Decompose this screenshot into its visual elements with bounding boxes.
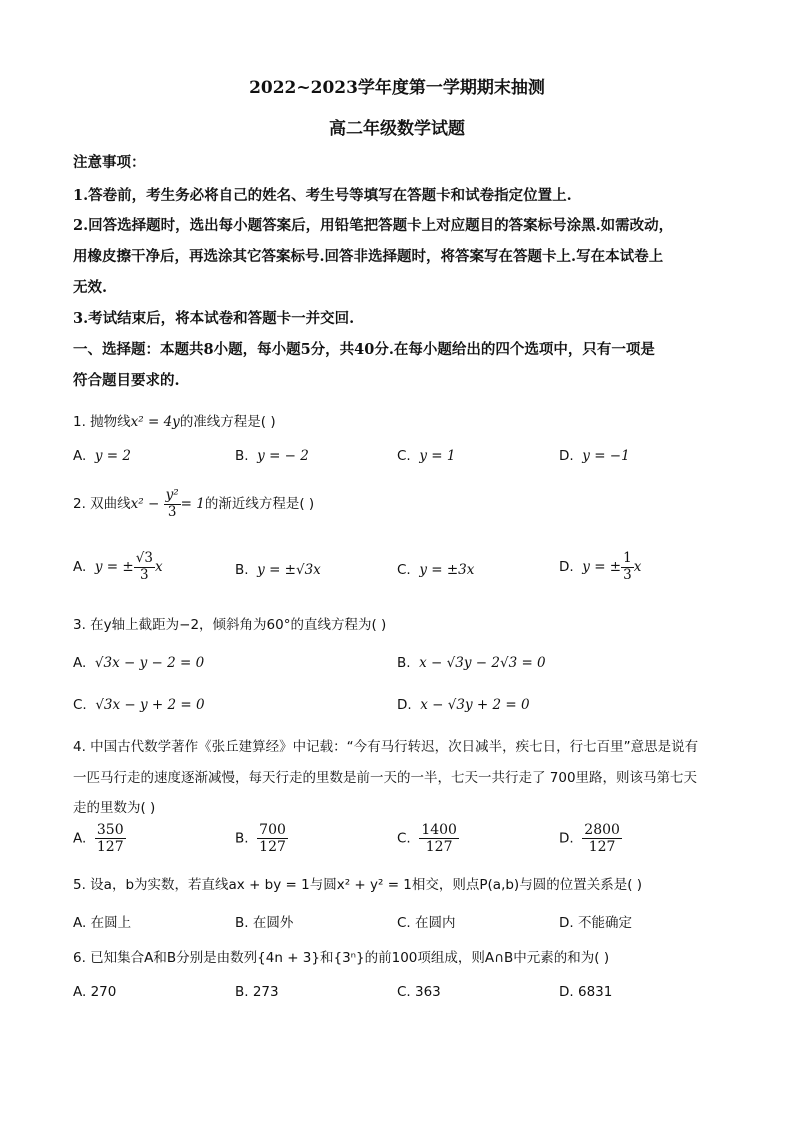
q2-fraction: $\frac{\text{y²}}{3}$ — [165, 487, 179, 520]
exam-subtitle: 高二年级数学试题 — [329, 119, 465, 139]
q2-option-c: C. y = ±3x — [397, 562, 475, 578]
q5-option-d: D. 不能确定 — [559, 915, 632, 931]
question-6: 6. 已知集合A和B分别是由数列{4n + 3}和{3ⁿ}的前100项组成，则A∩B中元素的和为( ) — [73, 950, 610, 966]
question-4-line-2: 一匹马行走的速度逐渐减慢，每天行走的里数是前一天的一半，七天一共行走了 700里路，则该马第七天 — [73, 770, 698, 786]
question-2 — [73, 488, 314, 520]
q6-option-c: C. 363 — [397, 984, 441, 1000]
note-2-line-2: 用橡皮擦干净后，再选涂其它答案标号.回答非选择题时，将答案写在答题卡上.写在本试卷上 — [73, 248, 664, 265]
section-heading-line-2: 符合题目要求的. — [73, 372, 180, 389]
exam-title: 2022~2023学年度第一学期期末抽测 — [249, 78, 545, 98]
notes-heading: 注意事项： — [73, 154, 146, 171]
question-4-line-1: 4. 中国古代数学著作《张丘建算经》中记载：“今有马行转迟，次日减半，疾七日，行七百里”意思是说有 — [73, 739, 699, 755]
q5-option-a: A. 在圆上 — [73, 915, 132, 931]
q2-option-b: B. y = ±√3x — [235, 562, 321, 578]
q3-option-b: B. x − √3y − 2√3 = 0 — [397, 655, 546, 671]
question-5: 5. 设a，b为实数，若直线ax + by = 1与圆x² + y² = 1相交，则点P(a,b)与圆的位置关系是( ) — [73, 877, 643, 893]
q5-option-c: C. 在圆内 — [397, 915, 456, 931]
note-2-line-3: 无效. — [73, 279, 108, 296]
q1-option-d: D. y = −1 — [559, 448, 630, 464]
q1-option-c: C. y = 1 — [397, 448, 456, 464]
q2-equals: = 1 — [180, 496, 205, 513]
q3-option-a: A. √3x − y − 2 = 0 — [73, 655, 205, 671]
note-1: 1.答卷前，考生务必将自己的姓名、考生号等填写在答题卡和试卷指定位置上. — [73, 187, 572, 204]
q6-option-d: D. 6831 — [559, 984, 613, 1000]
q3-option-c: C. √3x − y + 2 = 0 — [73, 697, 205, 713]
q4-option-b: B. $\frac{700}{127}$ — [235, 822, 286, 856]
q6-option-a: A. 270 — [73, 984, 117, 1000]
q1-option-a: A. y = 2 — [73, 448, 132, 464]
q3-option-d: D. x − √3y + 2 = 0 — [397, 697, 530, 713]
q2-x-term: x² − — [130, 496, 160, 513]
q2-suffix: 的渐近线方程是( ) — [204, 496, 315, 513]
q4-option-d: D. $\frac{2800}{127}$ — [559, 822, 620, 856]
q1-prefix: 1. 抛物线 — [73, 414, 131, 430]
q2-option-a: A. y = ± $\frac{√3}{3}$ x — [73, 550, 163, 583]
q2-option-d: D. y = ± $\frac{1}{3}$ x — [559, 550, 642, 583]
q1-option-b: B. y = − 2 — [235, 448, 309, 464]
question-1 — [73, 410, 276, 430]
q4-option-a: A. $\frac{350}{127}$ — [73, 822, 124, 856]
section-heading-line-1: 一、选择题：本题共8小题，每小题5分，共40分.在每小题给出的四个选项中，只有一项是 — [73, 341, 655, 358]
q5-option-b: B. 在圆外 — [235, 915, 294, 931]
q2-prefix: 2. 双曲线 — [73, 496, 131, 513]
note-2-line-1: 2.回答选择题时，选出每小题答案后，用铅笔把答题卡上对应题目的答案标号涂黑.如需改动， — [73, 217, 674, 234]
note-3: 3.考试结束后，将本试卷和答题卡一并交回. — [73, 310, 355, 327]
q4-option-c: C. $\frac{1400}{127}$ — [397, 822, 457, 856]
q1-expression: x² = 4y — [130, 414, 180, 430]
q1-suffix: 的准线方程是( ) — [179, 414, 276, 430]
q6-option-b: B. 273 — [235, 984, 279, 1000]
question-3: 3. 在y轴上截距为−2，倾斜角为60°的直线方程为( ) — [73, 617, 387, 633]
question-4-line-3: 走的里数为( ) — [73, 800, 156, 816]
